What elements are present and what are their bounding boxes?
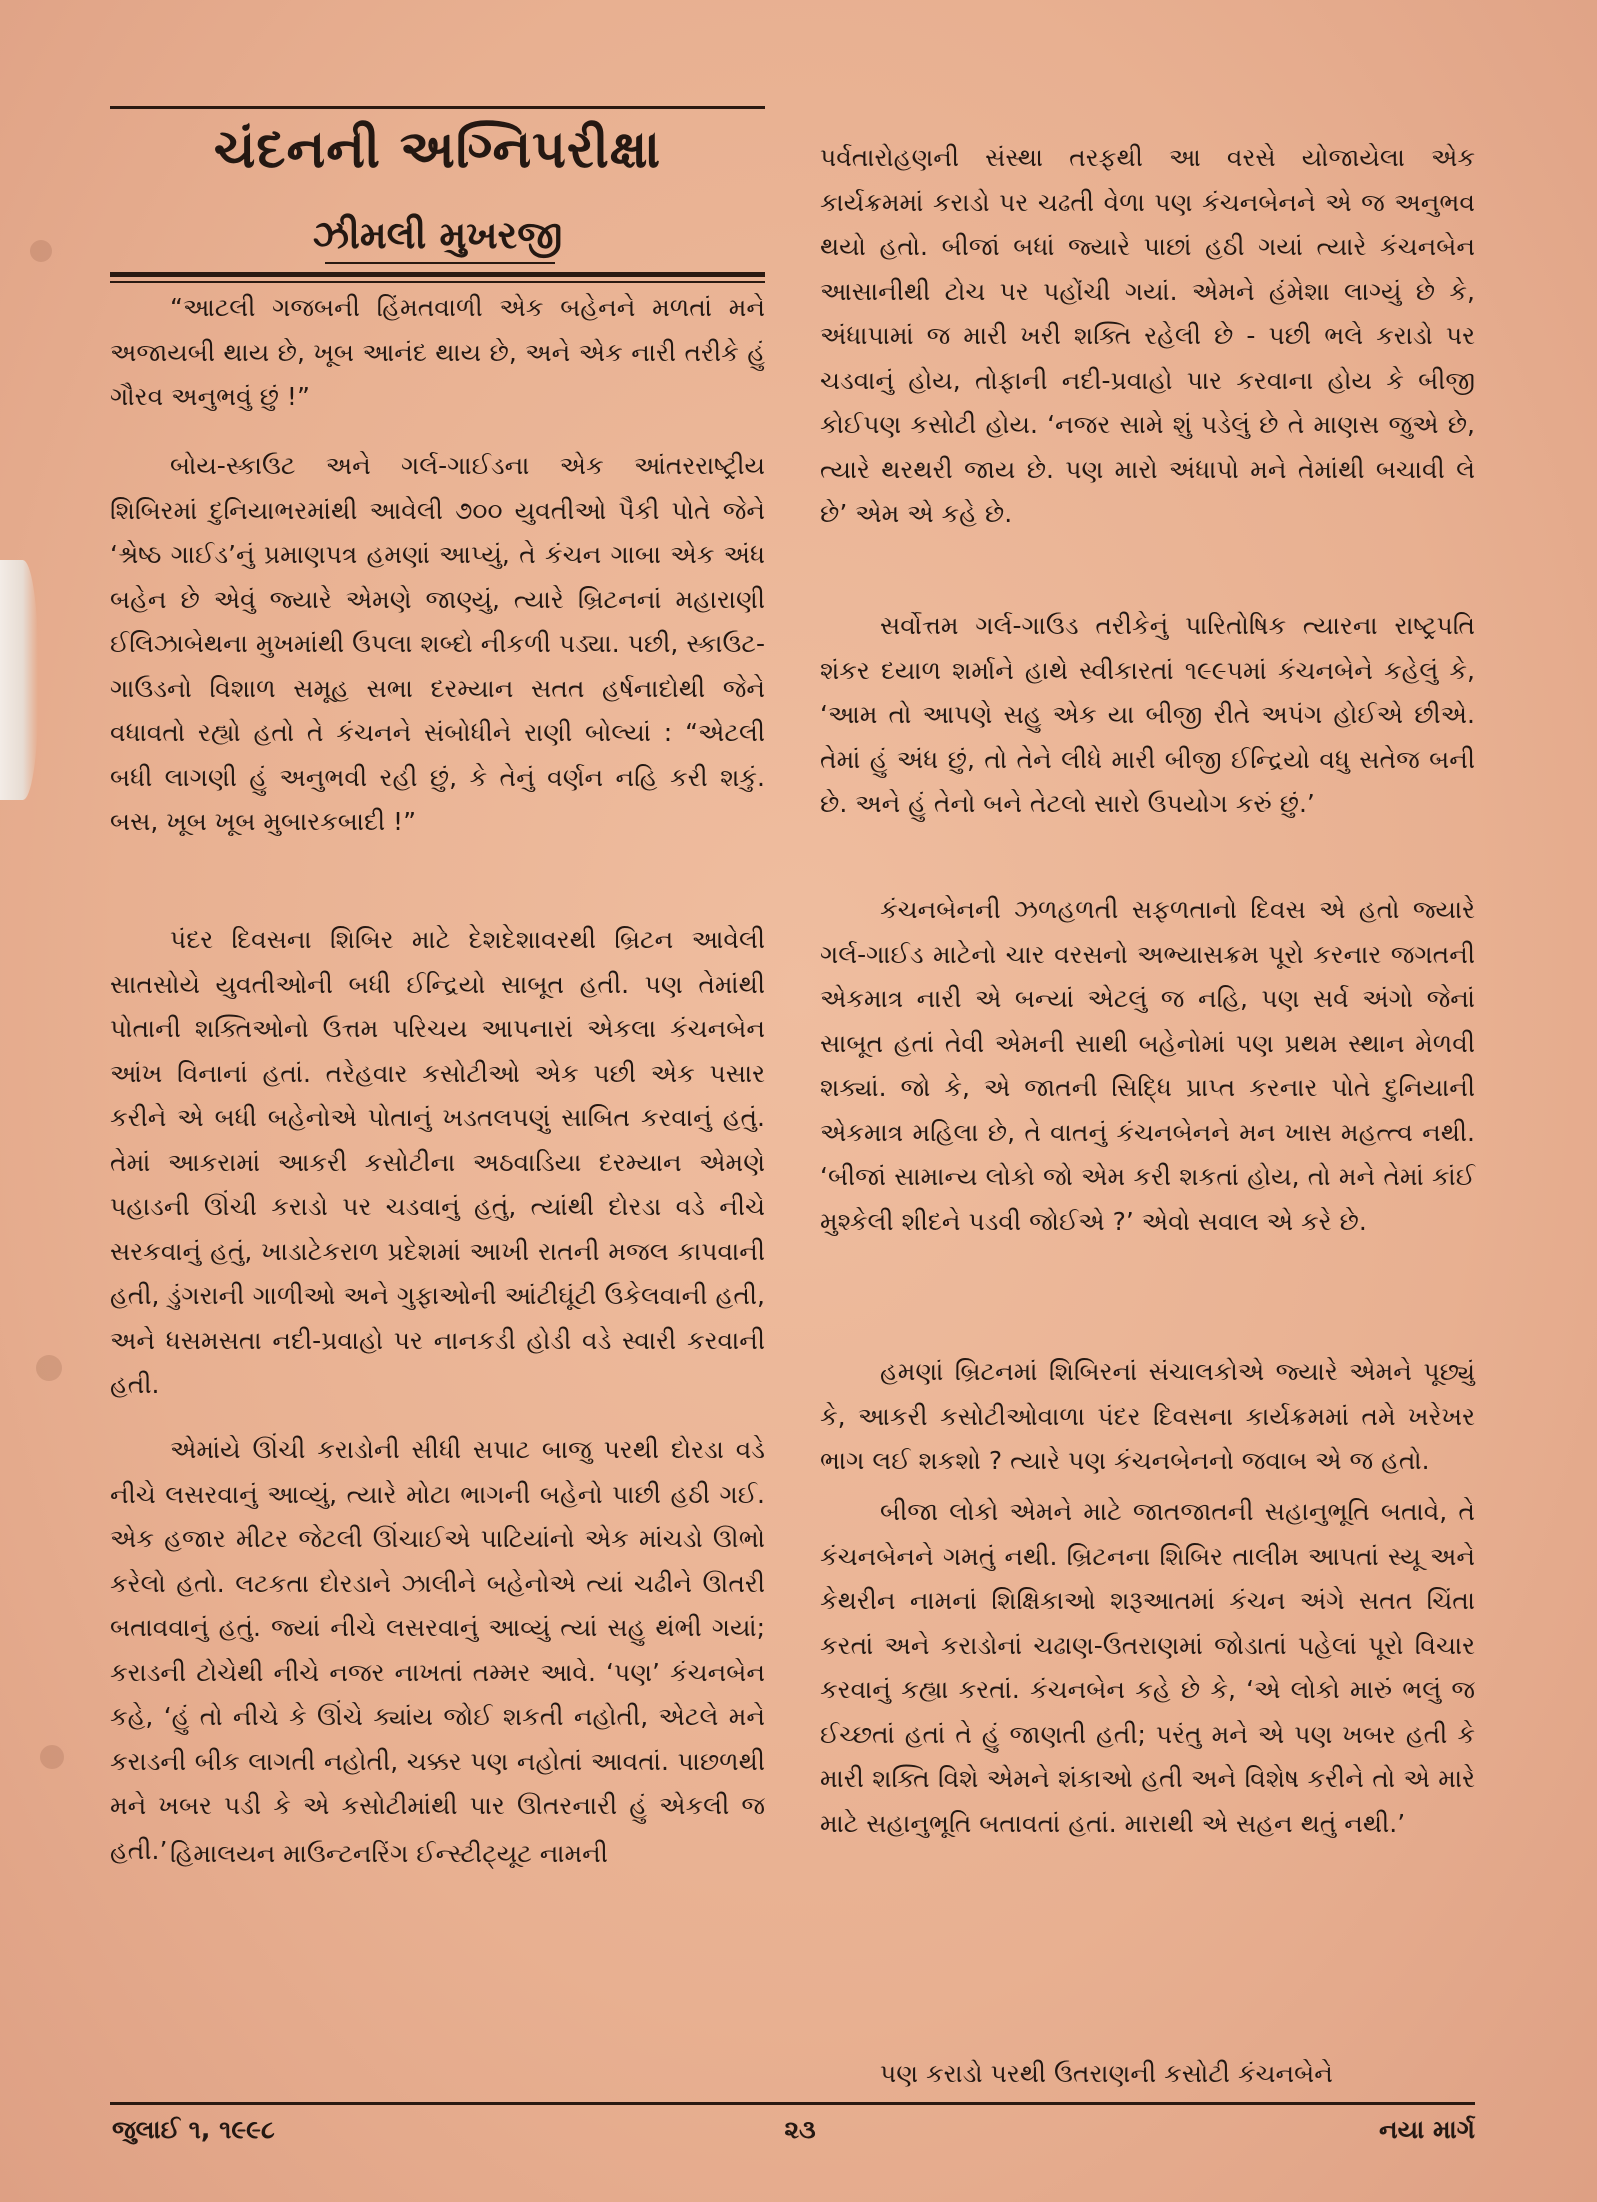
footer-date: જુલાઈ ૧, ૧૯૯૮ [112, 2115, 275, 2144]
page-number: ૨૩ [784, 2115, 816, 2144]
header-rule [110, 106, 765, 109]
left-paragraph: “આટલી ગજબની હિંમતવાળી એક બહેનને મળતાં મને અજાયબી થાય છે, ખૂબ આનંદ થાય છે, અને એક નારી તરીકે હું ગૌરવ અનુભવું છું !” [110, 293, 765, 411]
paper-stain [40, 1745, 64, 1769]
right-paragraph: સર્વોત્તમ ગર્લ-ગાઉડ તરીકેનું પારિતોષિક ત્યારના રાષ્ટ્રપતિ શંકર દયાળ શર્માને હાથે સ્વીકારતાં ૧૯૯૫માં કંચનબેને કહેલું કે, ‘આમ તો આપણે સહુ એક યા બીજી રીતે અપંગ હોઈએ છીએ. તેમાં હું અંધ છું, તો તેને લીધે મારી બીજી ઈન્દ્રિયો વધુ સતેજ બની છે. અને હું તેનો બને તેટલો સારો ઉપયોગ કરું છું.’ [820, 611, 1475, 818]
paper-stain [36, 1355, 62, 1381]
left-paragraph: હિમાલયન માઉન્ટનરિંગ ઈન્સ્ટીટ્યૂટ નામની [170, 1839, 608, 1868]
publication-name: નયા માર્ગ [1379, 2115, 1475, 2144]
title-rule-thin [110, 281, 765, 283]
right-paragraph: કંચનબેનની ઝળહળતી સફળતાનો દિવસ એ હતો જ્યારે ગર્લ-ગાઈડ માટેનો ચાર વરસનો અભ્યાસક્રમ પૂરો કરનાર જગતની એકમાત્ર નારી એ બન્યાં એટલું જ નહિ, પણ સર્વ અંગો જેનાં સાબૂત હતાં તેવી એમની સાથી બહેનોમાં પણ પ્રથમ સ્થાન મેળવી શક્યાં. જો કે, એ જાતની સિદ્ધિ પ્રાપ્ત કરનાર પોતે દુનિયાની એકમાત્ર મહિલા છે, તે વાતનું કંચનબેનને મન ખાસ મહત્ત્વ નથી. ‘બીજાં સામાન્ય લોકો જો એમ કરી શકતાં હોય, તો મને તેમાં કાંઈ મુશ્કેલી શીદને પડવી જોઈએ ?’ એવો સવાલ એ કરે છે. [820, 895, 1475, 1236]
article-author: ઝીમલી મુખરજી [312, 213, 563, 257]
right-paragraph: હમણાં બ્રિટનમાં શિબિરનાં સંચાલકોએ જ્યારે એમને પૂછ્યું કે, આકરી કસોટીઓવાળા પંદર દિવસના કાર્યક્રમમાં તમે ખરેખર ભાગ લઈ શકશો ? ત્યારે પણ કંચનબેનનો જવાબ એ જ હતો. [820, 1357, 1475, 1475]
right-paragraph: પર્વતારોહણની સંસ્થા તરફથી આ વરસે યોજાયેલા એક કાર્યક્રમમાં કરાડો પર ચઢતી વેળા પણ કંચનબેનને એ જ અનુભવ થયો હતો. બીજાં બધાં જ્યારે પાછાં હઠી ગયાં ત્યારે કંચનબેન આસાનીથી ટોચ પર પહોંચી ગયાં. એમને હંમેશા લાગ્યું છે કે, અંધાપામાં જ મારી ખરી શક્તિ રહેલી છે - પછી ભલે કરાડો પર ચડવાનું હોય, તોફાની નદી-પ્રવાહો પાર કરવાના હોય કે બીજી કોઈપણ કસોટી હોય. ‘નજર સામે શું પડેલું છે તે માણસ જુએ છે, ત્યારે થરથરી જાય છે. પણ મારો અંધાપો મને તેમાંથી બચાવી લે છે’ એમ એ કહે છે. [820, 143, 1475, 528]
author-underline [325, 262, 555, 264]
right-paragraph: બીજા લોકો એમને માટે જાતજાતની સહાનુભૂતિ બતાવે, તે કંચનબેનને ગમતું નથી. બ્રિટનના શિબિર તાલીમ આપતાં સ્યૂ અને કેથરીન નામનાં શિક્ષિકાઓ શરૂઆતમાં કંચન અંગે સતત ચિંતા કરતાં અને કરાડોનાં ચઢાણ-ઉતરાણમાં જોડાતાં પહેલાં પૂરો વિચાર કરવાનું કહ્યા કરતાં. કંચનબેન કહે છે કે, ‘એ લોકો મારું ભલું જ ઈચ્છતાં હતાં તે હું જાણતી હતી; પરંતુ મને એ પણ ખબર હતી કે મારી શક્તિ વિશે એમને શંકાઓ હતી અને વિશેષ કરીને તો એ મારે માટે સહાનુભૂતિ બતાવતાં હતાં. મારાથી એ સહન થતું નથી.’ [820, 1497, 1475, 1838]
footer-rule [110, 2102, 1475, 2105]
torn-edge [0, 560, 38, 800]
title-rule [110, 272, 765, 277]
left-paragraph: એમાંયે ઊંચી કરાડોની સીધી સપાટ બાજુ પરથી દોરડા વડે નીચે લસરવાનું આવ્યું, ત્યારે મોટા ભાગની બહેનો પાછી હઠી ગઈ. એક હજાર મીટર જેટલી ઊંચાઈએ પાટિયાંનો એક માંચડો ઊભો કરેલો હતો. લટકતા દોરડાને ઝાલીને બહેનોએ ત્યાં ચઢીને ઊતરી બતાવવાનું હતું. જ્યાં નીચે લસરવાનું આવ્યું ત્યાં સહુ થંભી ગયાં; કરાડની ટોચેથી નીચે નજર નાખતાં તમ્મર આવે. ‘પણ’ કંચનબેન કહે, ‘હું તો નીચે કે ઊંચે ક્યાંય જોઈ શકતી નહોતી, એટલે મને કરાડની બીક લાગતી નહોતી, ચક્કર પણ નહોતાં આવતાં. પાછળથી મને ખબર પડી કે એ કસોટીમાંથી પાર ઊતરનારી હું એકલી જ હતી.’ [110, 1435, 765, 1865]
left-paragraph: બોય-સ્કાઉટ અને ગર્લ-ગાઈડના એક આંતરરાષ્ટ્રીય શિબિરમાં દુનિયાભરમાંથી આવેલી ૭૦૦ યુવતીઓ પૈકી પોતે જેને ‘શ્રેષ્ઠ ગાઈડ’નું પ્રમાણપત્ર હમણાં આપ્યું, તે કંચન ગાબા એક અંધ બહેન છે એવું જ્યારે એમણે જાણ્યું, ત્યારે બ્રિટનનાં મહારાણી ઈલિઝાબેથના મુખમાંથી ઉપલા શબ્દો નીકળી પડ્યા. પછી, સ્કાઉટ-ગાઉડનો વિશાળ સમૂહ સભા દરમ્યાન સતત હર્ષનાદોથી જેને વધાવતો રહ્યો હતો તે કંચનને સંબોધીને રાણી બોલ્યાં : “એટલી બધી લાગણી હું અનુભવી રહી છું, કે તેનું વર્ણન નહિ કરી શકું. બસ, ખૂબ ખૂબ મુબારકબાદી !” [110, 451, 765, 836]
paper-stain [30, 240, 52, 262]
article-title: ચંદનની અગ્નિપરીક્ષા [213, 120, 662, 180]
right-paragraph: પણ કરાડો પરથી ઉતરાણની કસોટી કંચનબેને [880, 2059, 1333, 2088]
left-paragraph: પંદર દિવસના શિબિર માટે દેશદેશાવરથી બ્રિટન આવેલી સાતસોયે યુવતીઓની બધી ઈન્દ્રિયો સાબૂત હતી. પણ તેમાંથી પોતાની શક્તિઓનો ઉત્તમ પરિચય આપનારાં એકલા કંચનબેન આંખ વિનાનાં હતાં. તરેહવાર કસોટીઓ એક પછી એક પસાર કરીને એ બધી બહેનોએ પોતાનું ખડતલપણું સાબિત કરવાનું હતું. તેમાં આકરામાં આકરી કસોટીના અઠવાડિયા દરમ્યાન એમણે પહાડની ઊંચી કરાડો પર ચડવાનું હતું, ત્યાંથી દોરડા વડે નીચે સરકવાનું હતું, ખાડાટેકરાળ પ્રદેશમાં આખી રાતની મજલ કાપવાની હતી, ડુંગરાની ગાળીઓ અને ગુફાઓની આંટીઘૂંટી ઉકેલવાની હતી, અને ધસમસતા નદી-પ્રવાહો પર નાનકડી હોડી વડે સ્વારી કરવાની હતી. [110, 925, 765, 1399]
